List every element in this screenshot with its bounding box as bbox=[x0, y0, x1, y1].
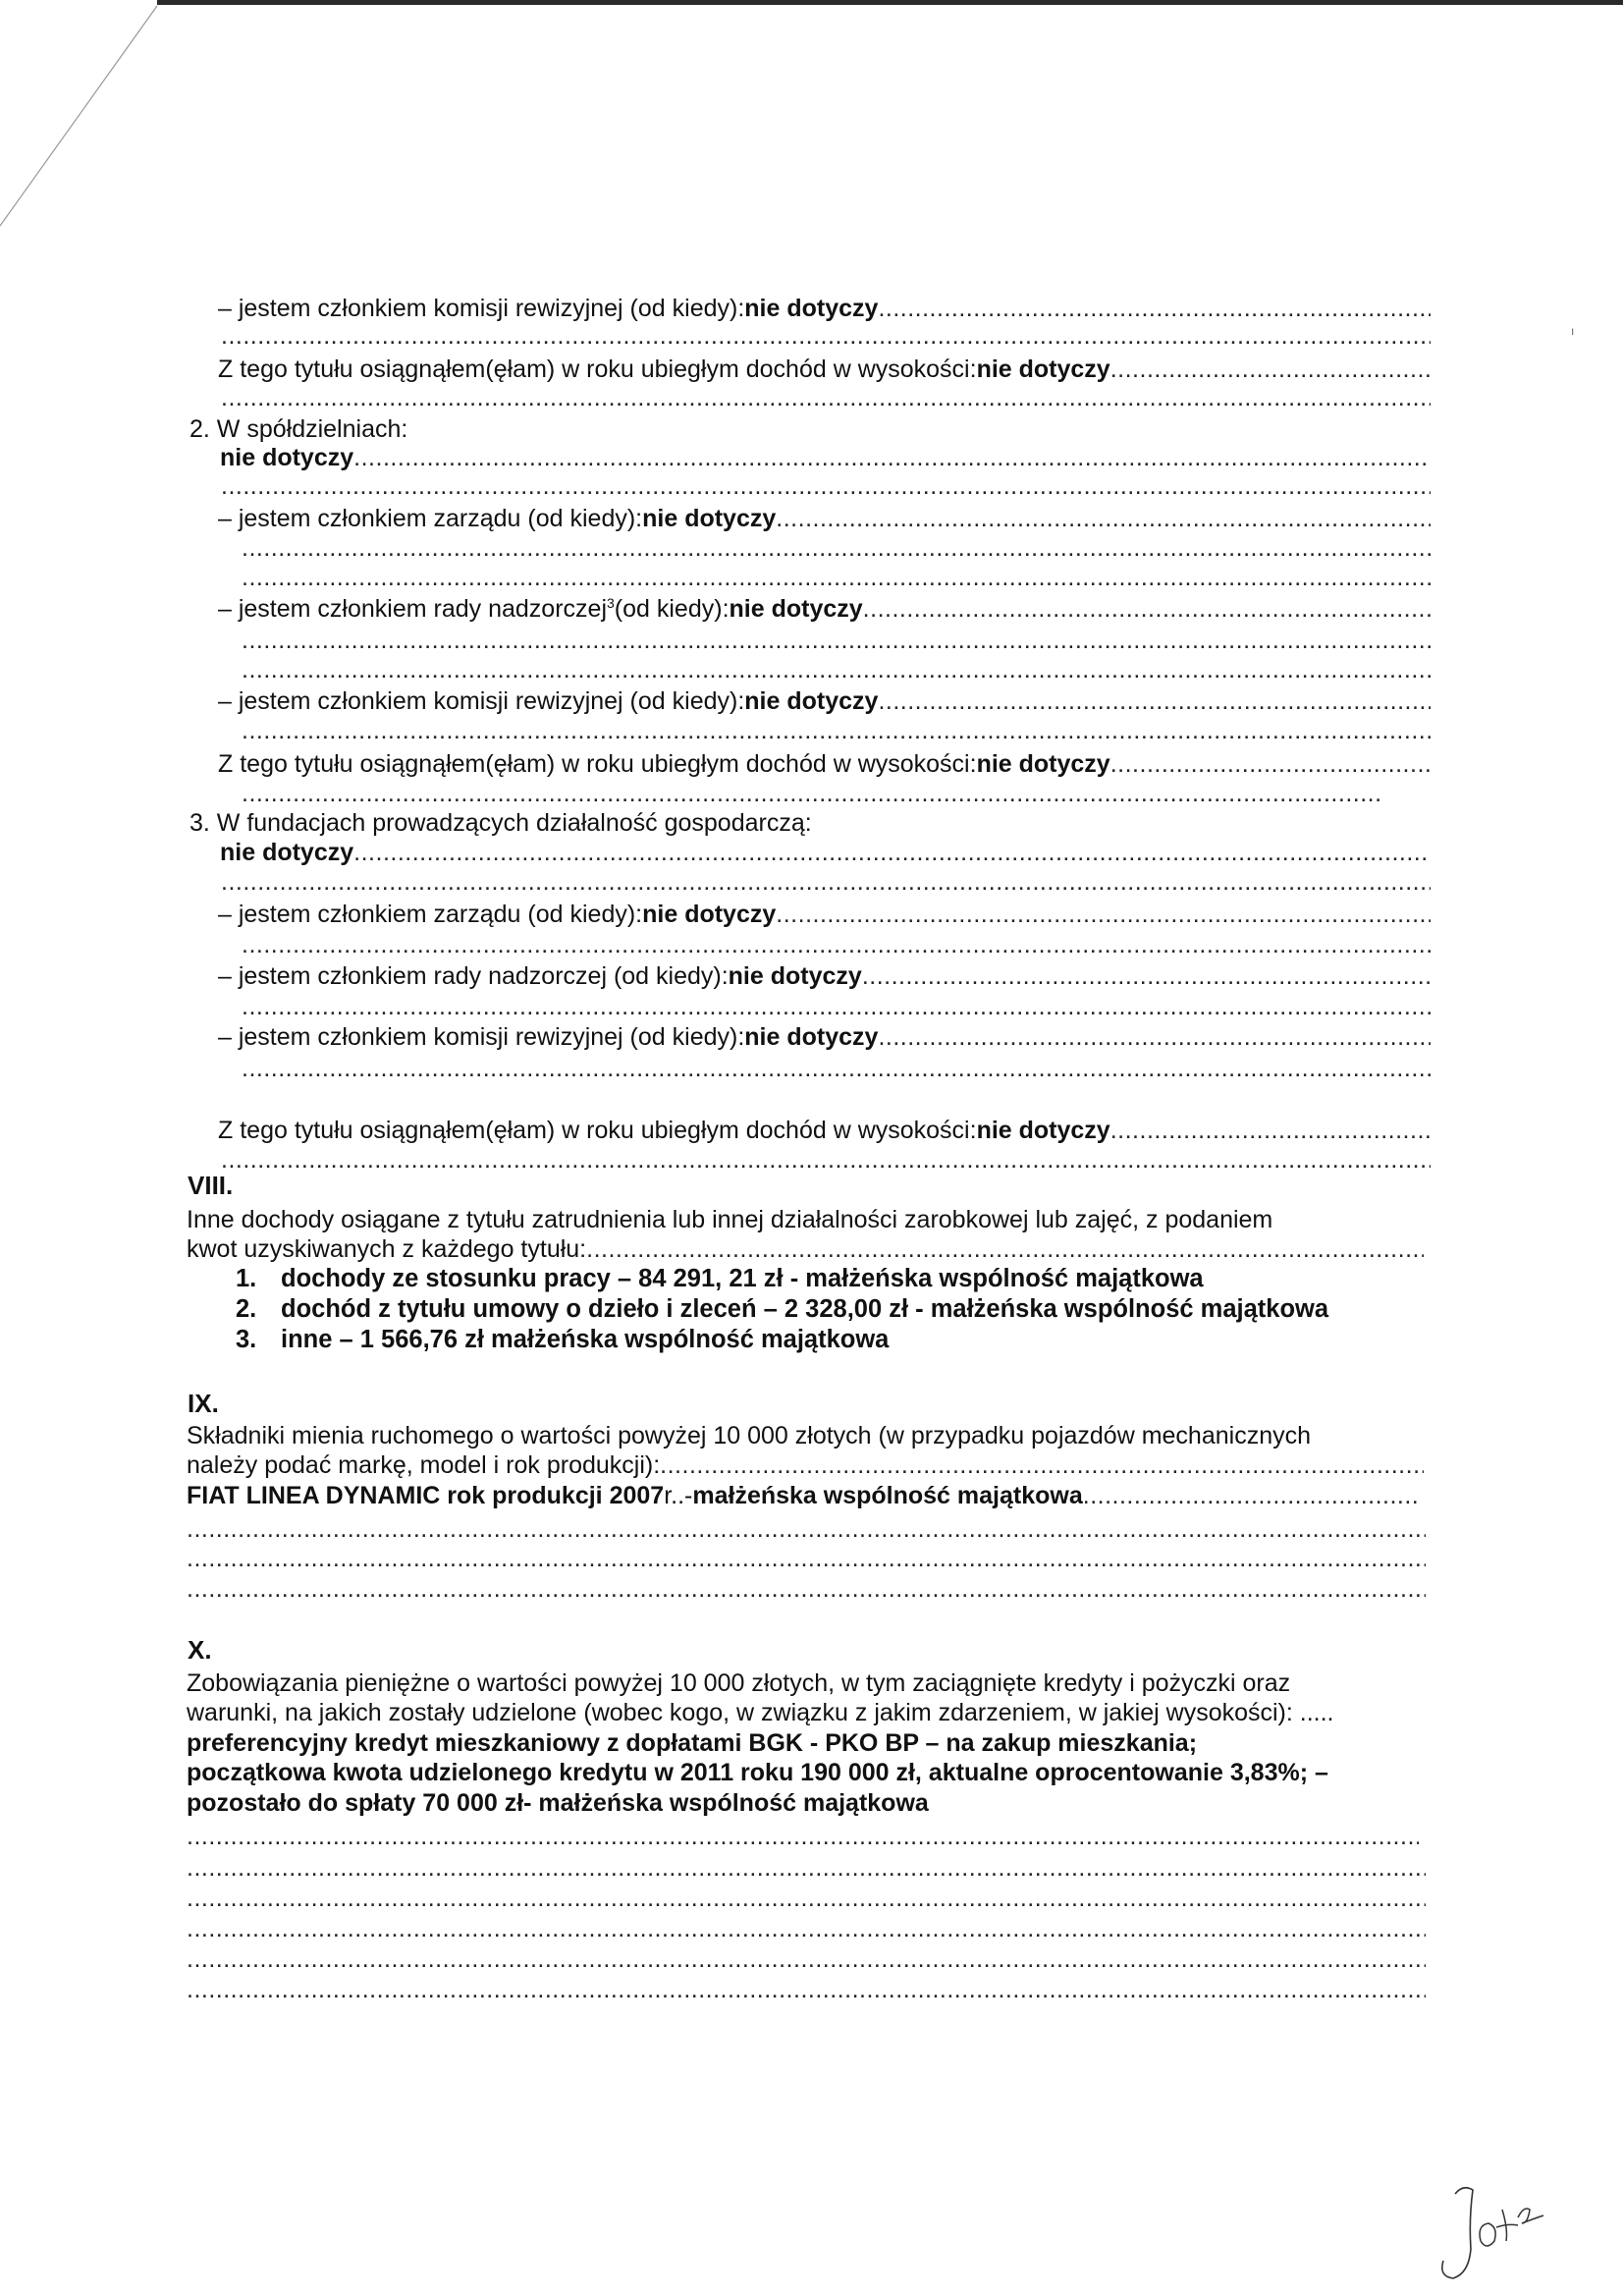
line-2-dochod bbox=[218, 750, 1431, 779]
line-2-rada-nadzorcza bbox=[218, 595, 1431, 624]
vehicle-year-suffix: r..- bbox=[664, 1482, 693, 1509]
dotted-line bbox=[221, 1149, 1431, 1171]
label: – jestem członkiem zarządu (od kiedy): bbox=[218, 901, 643, 928]
line-3-rada-nadzorcza bbox=[218, 962, 1431, 991]
line-a-dochod bbox=[218, 355, 1431, 384]
line-2-komisja-rewizyjna bbox=[218, 687, 1431, 716]
section-2-heading: 2. W spółdzielniach: bbox=[189, 415, 408, 443]
dotted-line bbox=[242, 536, 1431, 560]
ownership-status: małżeńska wspólność majątkowa bbox=[692, 1482, 1083, 1509]
section-ix-desc-2 bbox=[187, 1451, 1424, 1480]
dotted-line bbox=[187, 1978, 1426, 2001]
dotted-line bbox=[242, 719, 1431, 742]
vehicle-model: FIAT LINEA DYNAMIC rok produkcji 2007 bbox=[187, 1482, 665, 1509]
item-number: 2. bbox=[236, 1295, 257, 1323]
vehicle-entry bbox=[187, 1482, 1419, 1510]
item-text: dochód z tytułu umowy o dzieło i zleceń – 2 328,00 zł - małżeńska wspólność majątkowa bbox=[281, 1295, 1329, 1323]
section-x-desc-2: warunki, na jakich zostały udzielone (wobec kogo, w związku z jakim zdarzeniem, w jakiej wysokości): ..... bbox=[187, 1699, 1334, 1726]
handwritten-initials bbox=[1434, 2180, 1561, 2288]
dotted-line bbox=[187, 1917, 1426, 1941]
section-viii-desc-1: Inne dochody osiągane z tytułu zatrudnienia lub innej działalności zarobkowej lub zajęć, z podaniem bbox=[187, 1206, 1273, 1233]
section-x-desc-1: Zobowiązania pieniężne o wartości powyżej 10 000 złotych, w tym zaciągnięte kredyty i pożyczki oraz bbox=[187, 1669, 1291, 1697]
dotted-line bbox=[242, 933, 1431, 957]
label: – jestem członkiem rady nadzorczej (od kiedy): bbox=[218, 962, 729, 990]
loan-line-2: początkowa kwota udzielonego kredytu w 2011 roku 190 000 zł, aktualne oprocentowanie 3,83%; – bbox=[187, 1759, 1328, 1786]
folded-corner-mark bbox=[0, 0, 167, 246]
dotted-line bbox=[221, 474, 1431, 498]
section-x-heading: X. bbox=[188, 1635, 212, 1665]
dotted-line bbox=[187, 1577, 1426, 1601]
label: Z tego tytułu osiągnąłem(ęłam) w roku ubiegłym dochód w wysokości: bbox=[218, 355, 977, 383]
value: nie dotyczy bbox=[728, 962, 862, 990]
value: nie dotyczy bbox=[220, 839, 354, 866]
section-3-heading: 3. W fundacjach prowadzących działalność gospodarczą: bbox=[189, 809, 812, 837]
margin-mark: ı bbox=[1571, 324, 1575, 338]
dotted-line bbox=[187, 1947, 1426, 1971]
value: nie dotyczy bbox=[976, 1117, 1110, 1144]
footnote-ref: 3 bbox=[607, 595, 615, 611]
section-viii-desc-2 bbox=[187, 1235, 1424, 1264]
dotted-line bbox=[242, 566, 1431, 589]
section-ix-desc-1: Składniki mienia ruchomego o wartości powyżej 10 000 złotych (w przypadku pojazdów mechanicznych bbox=[187, 1422, 1312, 1449]
income-item-1 bbox=[236, 1265, 1204, 1293]
loan-line-1: preferencyjny kredyt mieszkaniowy z dopłatami BGK - PKO BP – na zakup mieszkania; bbox=[187, 1729, 1198, 1757]
value: nie dotyczy bbox=[744, 687, 879, 715]
section-viii-heading: VIII. bbox=[188, 1171, 234, 1200]
item-number: 3. bbox=[236, 1326, 257, 1353]
line-3-zarzad bbox=[218, 901, 1431, 929]
item-text: dochody ze stosunku pracy – 84 291, 21 zł - małżeńska wspólność majątkowa bbox=[281, 1265, 1204, 1292]
line-a-komisja-rewizyjna bbox=[218, 295, 1431, 323]
label: kwot uzyskiwanych z każdego tytułu: bbox=[187, 1235, 587, 1263]
value: nie dotyczy bbox=[642, 505, 777, 532]
item-text: inne – 1 566,76 zł małżeńska wspólność majątkowa bbox=[281, 1326, 890, 1353]
dotted-line bbox=[242, 1057, 1431, 1080]
line-2-zarzad bbox=[218, 505, 1431, 533]
value: nie dotyczy bbox=[744, 295, 879, 322]
section-ix-heading: IX. bbox=[188, 1389, 219, 1418]
value: nie dotyczy bbox=[744, 1023, 879, 1051]
label: Z tego tytułu osiągnąłem(ęłam) w roku ubiegłym dochód w wysokości: bbox=[218, 750, 977, 778]
income-item-2 bbox=[236, 1295, 1328, 1324]
dotted-line bbox=[187, 1825, 1419, 1848]
dotted-line bbox=[242, 995, 1431, 1018]
label: Z tego tytułu osiągnąłem(ęłam) w roku ubiegłym dochód w wysokości: bbox=[218, 1117, 977, 1144]
dotted-line bbox=[187, 1547, 1426, 1570]
label: – jestem członkiem komisji rewizyjnej (od kiedy): bbox=[218, 687, 745, 715]
label: (od kiedy): bbox=[614, 595, 730, 623]
dotted-line bbox=[242, 629, 1431, 652]
income-item-3 bbox=[236, 1326, 889, 1354]
value: nie dotyczy bbox=[976, 750, 1110, 778]
dotted-line bbox=[221, 870, 1431, 894]
item-number: 1. bbox=[236, 1265, 257, 1292]
scan-top-edge bbox=[157, 0, 1623, 5]
dotted-line bbox=[187, 1856, 1426, 1880]
section-3-value bbox=[220, 839, 1431, 867]
dotted-line bbox=[242, 658, 1431, 682]
section-2-value bbox=[220, 444, 1431, 472]
label: – jestem członkiem rady nadzorczej bbox=[218, 595, 607, 623]
dotted-line bbox=[187, 1886, 1426, 1910]
dotted-line bbox=[187, 1517, 1426, 1541]
value: nie dotyczy bbox=[729, 595, 863, 623]
label: należy podać markę, model i rok produkcji): bbox=[187, 1451, 661, 1479]
line-3-dochod bbox=[218, 1117, 1431, 1145]
label: – jestem członkiem zarządu (od kiedy): bbox=[218, 505, 643, 532]
label: – jestem członkiem komisji rewizyjnej (od kiedy): bbox=[218, 1023, 745, 1051]
value: nie dotyczy bbox=[220, 444, 354, 471]
value: nie dotyczy bbox=[642, 901, 777, 928]
loan-line-3: pozostało do spłaty 70 000 zł- małżeńska wspólność majątkowa bbox=[187, 1789, 929, 1817]
value: nie dotyczy bbox=[976, 355, 1110, 383]
dotted-line bbox=[221, 386, 1431, 410]
dotted-line bbox=[242, 782, 1380, 805]
dotted-line bbox=[221, 324, 1431, 348]
label: – jestem członkiem komisji rewizyjnej (od kiedy): bbox=[218, 295, 745, 322]
line-3-komisja-rewizyjna bbox=[218, 1023, 1431, 1052]
